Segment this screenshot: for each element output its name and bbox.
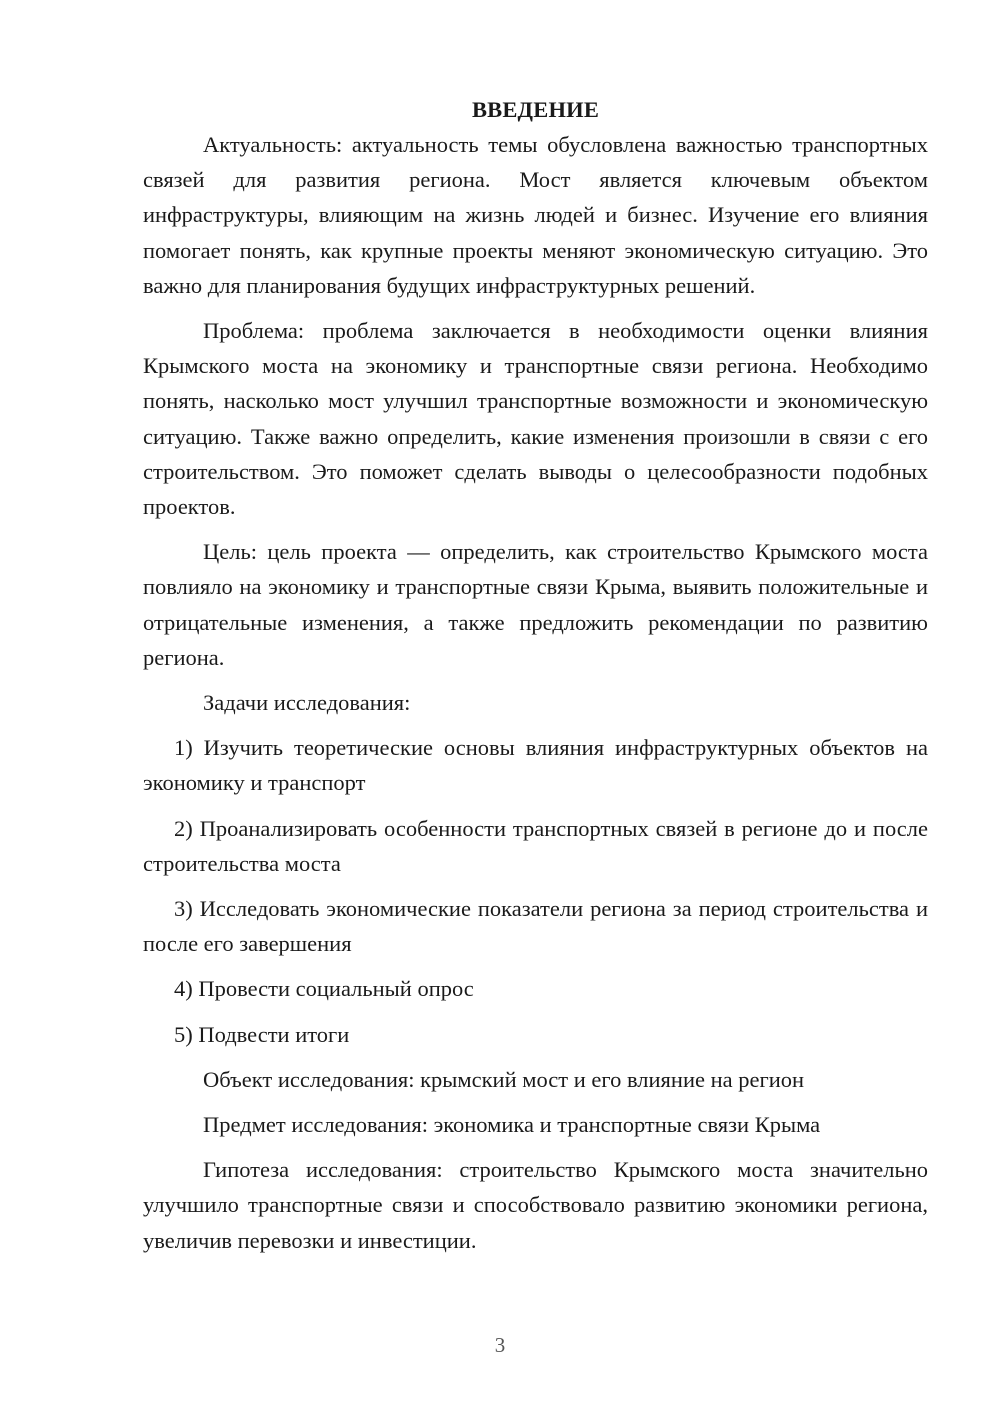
section-title: ВВЕДЕНИЕ [471, 97, 600, 122]
paragraph-relevance: Актуальность: актуальность темы обусловлена важностью транспортных связей для развития региона. Мост является ключевым объектом инфраструктуры, влияющим на жизнь людей и бизнес. Изучение его влияния помогает понять, как крупные проекты меняют экономическую ситуацию. Это важно для планирования будущих инфраструктурных решений. [143, 132, 928, 298]
research-subject: Предмет исследования: экономика и транспортные связи Крыма [203, 1112, 821, 1138]
research-hypothesis: Гипотеза исследования: строительство Крымского моста значительно улучшило транспортные связи и способствовало развитию экономики региона, увеличив перевозки и инвестиции. [143, 1157, 928, 1253]
tasks-heading: Задачи исследования: [203, 690, 411, 716]
document-page [143, 92, 928, 1258]
task-item-4: 4) Провести социальный опрос [174, 976, 474, 1002]
task-item-1: 1) Изучить теоретические основы влияния инфраструктурных объектов на экономику и транспорт [143, 735, 928, 796]
page-number: 3 [494, 1333, 506, 1357]
paragraph-problem: Проблема: проблема заключается в необходимости оценки влияния Крымского моста на экономику и транспортные связи региона. Необходимо понять, насколько мост улучшил транспортные возможности и экономическую ситуацию. Также важно определить, какие изменения произошли в связи с его строительством. Это поможет сделать выводы о целесообразности подобных проектов. [143, 318, 928, 520]
task-item-2: 2) Проанализировать особенности транспортных связей в регионе до и после строительства моста [143, 815, 928, 876]
task-item-5: 5) Подвести итоги [174, 1021, 350, 1047]
task-item-3: 3) Исследовать экономические показатели региона за период строительства и после его завершения [143, 896, 928, 957]
paragraph-goal: Цель: цель проекта — определить, как строительство Крымского моста повлияло на экономику и транспортные связи Крыма, выявить положительные и отрицательные изменения, а также предложить рекомендации по развитию региона. [143, 539, 928, 670]
research-object: Объект исследования: крымский мост и его влияние на регион [203, 1066, 805, 1092]
